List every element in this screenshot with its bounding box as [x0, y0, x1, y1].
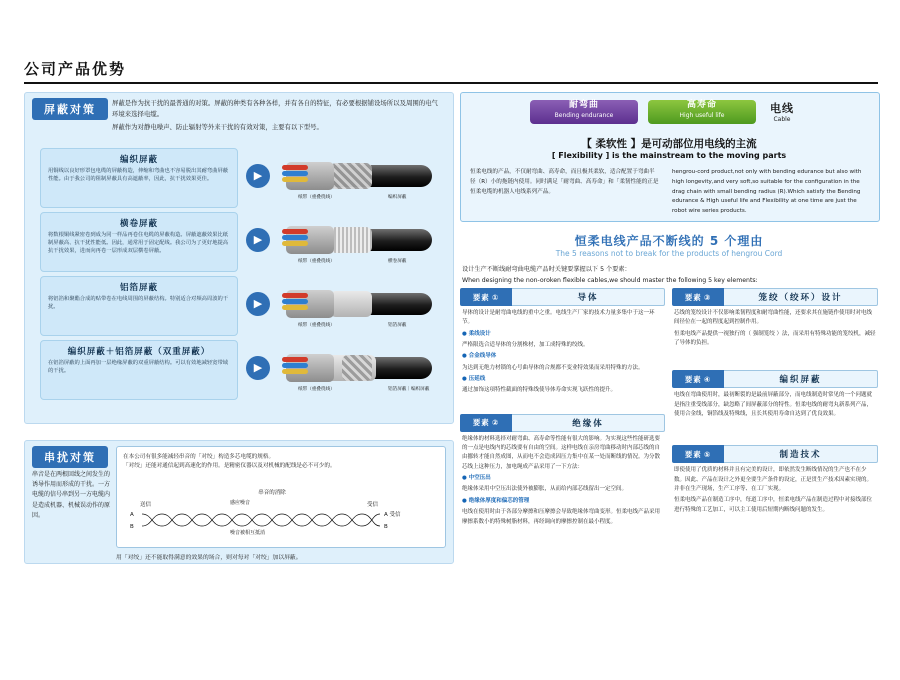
shield-row-text: 将铝箔和聚酯合成的贴带卷在电线周围的屏蔽结构。特别适合对频高周波的干扰。 — [48, 296, 229, 311]
cable-illustration — [280, 212, 438, 270]
key-element-body — [672, 306, 878, 348]
crosstalk-note-line-2: 「对绞」还能对通信起到高速化的作用。是精密仪器以及对机械的配线是必不可少的。 — [123, 462, 336, 469]
key-badge-number: ⑤ — [703, 449, 712, 459]
cable-illustration — [280, 340, 438, 398]
flexibility-body-cn: 恒柔电线的产品，不仅耐弯曲、高寿命，而且极其柔软，适合配置于弯曲半径（R）小的拖链内使用。同时满足「耐弯曲、高寿命」和「柔韧性能的正是恒柔电缆的机器人电线系列产品。 — [470, 169, 659, 195]
key-element-badge — [672, 445, 724, 463]
cable-label-right: 编织屏蔽 — [388, 195, 407, 200]
key-badge-word: 要素 — [684, 449, 702, 459]
key-element-block — [672, 288, 878, 348]
shield-row-text: 在铝箔屏蔽的上面再加一层绝缘屏蔽的双重屏蔽结构。可以有效地减轻宽带域的干扰。 — [48, 360, 229, 375]
diagram-label-cancel: 噪音被相互抵消 — [230, 530, 266, 536]
cable-label-left: 纸带（重叠绕线） — [298, 387, 335, 392]
key-element-block — [672, 445, 878, 515]
key-para: 即使使用了优质的材料并且有完美的设计，即依然发生断线情况的生产也不在少数。因此、产品在设计之外更全要生产条件的设定，正是贯生产技术因素实现的。并非在生产现场，生产工序等、在工厂实现。 — [674, 467, 873, 493]
diagram-label-noise: 感应噪音 — [230, 500, 251, 506]
diagram-node-a1: A — [130, 512, 134, 518]
arrow-right-icon: ▶ — [246, 164, 270, 188]
key-badge-word: 要素 — [472, 418, 490, 428]
crosstalk-section-tab: 串扰对策 — [32, 446, 108, 468]
key-para: 电线在使用时由于各部分摩擦和压摩擦会导致绝缘体弯曲变形。恒柔电线产品采用摩擦系数小的特殊树脂材料，再经调向的摩擦控制在最小程度。 — [462, 509, 661, 525]
key-element-header — [460, 288, 665, 306]
key-para: 绝缘体采用中空压出法使外被膨胀，从而给内部芯线留出一定空间。 — [462, 486, 628, 493]
shield-intro-line-2: 屏蔽作为对静电噪声、防止辐射等外来干扰的有效对策，主要有以下型号。 — [112, 122, 323, 131]
key-element-block — [672, 370, 878, 419]
key-elements-column-right — [672, 288, 878, 523]
cable-word — [770, 100, 794, 123]
key-element-body — [460, 432, 665, 527]
reasons-lead — [462, 265, 878, 286]
key-para: 电线在弯曲使用时，最初断裂的是最前屏蔽部分，而电线制造时常见的一个问题就是指注重受线部分，缺忽略了间屏蔽部分的特性。恒柔电线的耐弯丸新系列产品，使用合金线，铜箔线及特殊线，且长其使用寿命自达到了优良效果。 — [674, 392, 873, 418]
reasons-title-cn: 恒柔电线产品不断线的 5 个理由 — [574, 234, 764, 248]
key-element-header — [672, 445, 878, 463]
key-badge-number: ③ — [703, 292, 712, 302]
key-element-badge — [672, 370, 724, 388]
key-element-header — [672, 288, 878, 306]
key-badge-word: 要素 — [684, 374, 702, 384]
key-para: ● 压延线 — [462, 376, 486, 383]
key-element-name: 绝缘体 — [512, 414, 665, 432]
shield-row-heading: 铝箔屏蔽 — [119, 283, 158, 293]
badge-bending-en: Bending endurance — [554, 112, 614, 119]
shield-row-text: 用铜线以良好形罩包电缆的屏蔽构造，伸缩和弯曲也不容易脱出其耐弯曲屏蔽性能。由于我公司的阻制屏蔽具有高遮蔽率，因此，抗干扰效果更佳。 — [48, 168, 229, 183]
key-element-block — [460, 288, 665, 396]
diagram-caption-center: 串音的消除 — [258, 490, 286, 496]
cable-label-right: 铝箔屏蔽｜编织屏蔽 — [388, 387, 430, 392]
key-para: ● 绝缘体厚度和偏芯的管理 — [462, 497, 530, 504]
cable-word-cn: 电线 — [770, 102, 794, 115]
key-element-name: 编织屏蔽 — [724, 370, 878, 388]
key-para: ● 合金线导体 — [462, 353, 497, 360]
key-elements-column-left — [460, 288, 665, 535]
reasons-title-en: The 5 reasons not to break for the products of hengrou Cord — [555, 249, 783, 258]
key-para: 恒柔电线产品提供一视独行的（ 强制笼绞 ）法，而采用有特殊功能的笼绞机，减轻了导体的负担。 — [674, 330, 876, 347]
key-para: 恒柔电线产品在制造工序中，每道工序中，恒柔电线产品在制造过程中对接线部位进行特殊的工艺加工，可以主工使用后短期内断线问题的发生。 — [674, 497, 873, 513]
key-para: 导体的设计是耐弯曲电线的重中之重。电线生产厂家的技术力量多集中于这一环节。 — [462, 310, 655, 326]
key-para: 通过加饰这项特性截面的特殊线使导体寿命实现飞跃性的提升。 — [462, 387, 617, 394]
shield-row — [40, 340, 438, 398]
twisted-pair-diagram — [122, 486, 438, 548]
cable-label-right: 铝箔屏蔽 — [388, 323, 407, 328]
cable-label-right: 横卷屏蔽 — [388, 259, 407, 264]
shield-row-text: 将数根铜线紧密卷到成为同一样品再卷住电缆的屏蔽构造。屏蔽遮蔽效果比纸制屏蔽高、抗干扰性能低。因此，通常用于固定配线。我公司为了更好地提高抗干扰效果，进而向再卷一层形成双层横卷屏蔽。 — [48, 232, 229, 255]
badge-life-cn: 高寿命 — [686, 100, 717, 110]
diagram-node-a2: A 受信 — [384, 512, 401, 518]
key-para: 严格限选合适导体的分割株材，加工成特殊的绞线。 — [462, 342, 589, 349]
page-title: 公司产品优势 — [24, 60, 127, 78]
title-divider — [24, 82, 878, 84]
cable-label-left: 纸带（重叠绕线） — [298, 259, 335, 264]
key-element-block — [460, 414, 665, 527]
crosstalk-footer: 用「对绞」还不能取得满意的效果的场合，则对每对「对绞」加以屏蔽。 — [116, 555, 302, 561]
key-element-header — [460, 414, 665, 432]
shield-row-card — [40, 212, 238, 272]
shield-row-card — [40, 340, 238, 400]
badge-life-en: High useful life — [679, 112, 725, 119]
key-para: ● 中空压出 — [462, 475, 491, 482]
crosstalk-note-line-1: 在本公司有很多能减轻串音的「对绞」构造多芯电缆的规格。 — [123, 454, 275, 460]
key-element-header — [672, 370, 878, 388]
diagram-node-b2: B — [384, 524, 388, 530]
cable-illustration — [280, 276, 438, 334]
shield-intro-line-1: 屏蔽是作为抗干扰的最普通的对策。屏蔽的种类有各种各样，并有各自的特征，有必要根据铺设场所以及周围的电气环境来选择电缆。 — [112, 99, 438, 118]
reasons-lead-cn: 设计生产不断线耐弯曲电缆产品时关键要掌握以下 5 个要素： — [462, 266, 631, 273]
crosstalk-left-text: 串音是在两根回线之间发生的诱导作用而形成的干扰。一方电缆的信号串到另一方电缆内是造成机器、机械误动作的原因。 — [32, 471, 111, 519]
reasons-lead-en: When designing the non-oroken flexible cables,we should master the following 5 key elements: — [462, 276, 758, 284]
shield-row — [40, 212, 438, 270]
key-element-body — [672, 463, 878, 515]
badge-bending-endurance — [530, 100, 638, 124]
diagram-node-b1: B — [130, 524, 134, 530]
shield-row-card — [40, 276, 238, 336]
cable-label-left: 纸带（重叠绕线） — [298, 195, 335, 200]
arrow-right-icon: ▶ — [246, 356, 270, 380]
shield-row — [40, 148, 438, 206]
shield-row-heading: 编织屏蔽 — [119, 155, 158, 165]
cable-illustration — [280, 148, 438, 206]
key-para: ● 柔线设计 — [462, 330, 491, 337]
badge-bending-cn: 耐弯曲 — [568, 100, 599, 110]
shield-row-heading: 横卷屏蔽 — [119, 219, 158, 229]
key-element-name: 导体 — [512, 288, 665, 306]
diagram-label-send: 送信 — [140, 502, 152, 508]
key-badge-word: 要素 — [472, 292, 490, 302]
diagram-label-receive: 受信 — [367, 502, 379, 508]
shield-row — [40, 276, 438, 334]
shield-row-heading: 编织屏蔽＋铝箔屏蔽（双重屏蔽） — [67, 347, 211, 357]
key-badge-number: ② — [491, 418, 500, 428]
key-badge-number: ④ — [703, 374, 712, 384]
key-badge-word: 要素 — [684, 292, 702, 302]
key-element-badge — [460, 288, 512, 306]
arrow-right-icon: ▶ — [246, 228, 270, 252]
cable-label-left: 纸带（重叠绕线） — [298, 323, 335, 328]
badge-high-useful-life — [648, 100, 756, 124]
key-para: 芯线的笼绞设计不仅影响柔韧程度和耐弯曲性能，还要求其在施链作使用时对电线间径位在一起的程度起到控制作用。 — [674, 310, 873, 326]
arrow-right-icon: ▶ — [246, 292, 270, 316]
key-element-body — [672, 388, 878, 419]
flexibility-headline-cn: 【 柔软性 】是可动部位用电线的主流 — [581, 138, 757, 150]
shield-row-card — [40, 148, 238, 208]
shield-intro — [112, 98, 442, 135]
key-para: 绝缘体的材料选择对耐弯曲、高寿命等性能有很大的影响。为实现这些性能研选要的一点是电线内的芯线要有自由的空间。这样电线在亲房弯曲移动时内部芯线的自由挪转才能自然成图，从而电不会造成因压力集中在某一处而断线的情况。为分散芯线上这种压力，加电绳成产品采用了一下方法： — [462, 435, 661, 470]
flexibility-body-en: hengrou-cord product,not only with bending edurance but also with high longevity,and very soft,so suitable for the configuration in the drag chain with small bending radius (R).Which satisfy the Bending edurance & High useful life and Flexibility at one time are just the robot wire series products. — [672, 169, 862, 215]
key-para: 为达到无绝力材锁的心号曲导体的合规都不变业特效果而采用特殊的方法。 — [462, 364, 644, 371]
cable-word-en: Cable — [773, 116, 791, 123]
key-element-badge — [460, 414, 512, 432]
key-badge-number: ① — [491, 292, 500, 302]
key-element-name: 笼绞（绞环）设计 — [724, 288, 878, 306]
flexibility-headline-en: [ Flexibility ] is the mainstream to the moving parts — [551, 151, 787, 160]
key-element-body — [460, 306, 665, 396]
key-element-badge — [672, 288, 724, 306]
key-element-name: 制造技术 — [724, 445, 878, 463]
shield-section-tab: 屏蔽对策 — [32, 98, 108, 120]
